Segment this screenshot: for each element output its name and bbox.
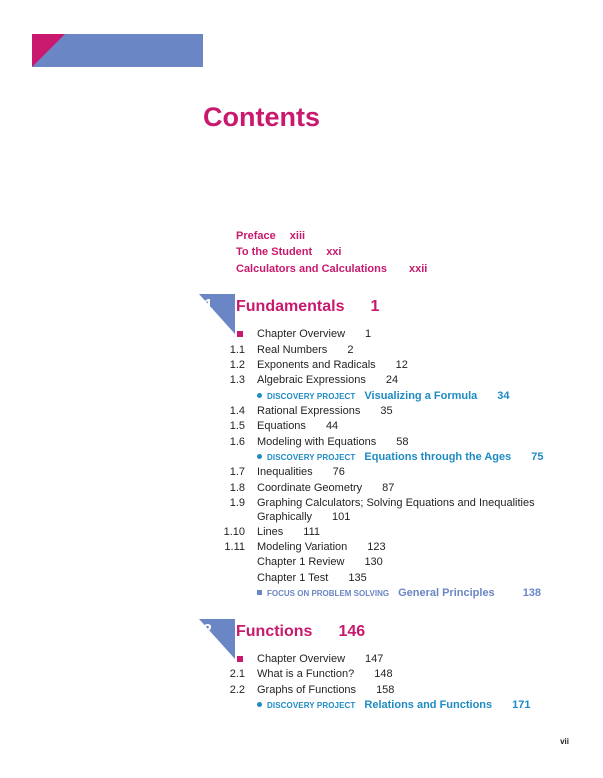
toc-entry-section[interactable]	[0, 481, 603, 495]
toc-entry-discovery[interactable]	[0, 698, 603, 712]
entry-title: Inequalities	[257, 466, 313, 478]
front-matter-page: xiii	[289, 230, 306, 242]
entry-text	[257, 389, 510, 404]
entry-page: 2	[347, 344, 354, 356]
page-title: Contents	[203, 102, 320, 132]
section-number: 1.7	[229, 466, 245, 478]
toc-entry-section[interactable]	[0, 404, 603, 418]
front-matter-to-the-student[interactable]	[236, 246, 341, 258]
page-folio: vii	[560, 737, 569, 746]
chapter-title: Fundamentals	[236, 298, 345, 315]
discovery-project-title: Equations through the Ages	[364, 451, 512, 463]
section-number: 1.5	[229, 420, 245, 432]
section-number: 1.6	[229, 436, 245, 448]
discovery-project-title: Relations and Functions	[364, 699, 493, 711]
entry-text	[257, 683, 394, 697]
entry-text	[257, 555, 383, 569]
entry-title: What is a Function?	[257, 668, 355, 680]
entry-text	[257, 586, 541, 601]
toc-entry-section[interactable]	[0, 667, 603, 681]
chapter-page: 146	[338, 623, 366, 640]
toc-entry-discovery[interactable]	[0, 389, 603, 403]
square-bullet-icon	[257, 590, 262, 595]
toc-entry-section[interactable]	[0, 683, 603, 697]
discovery-project-label: DISCOVERY PROJECT	[267, 453, 356, 462]
toc-entry-section[interactable]	[0, 525, 603, 539]
bullet-dot-icon	[257, 454, 262, 459]
entry-page: 171	[512, 699, 531, 711]
entry-text	[257, 358, 408, 372]
entry-page: 35	[380, 405, 393, 417]
entry-title-continued: Graphically	[257, 511, 313, 523]
entry-text	[257, 540, 386, 554]
entry-page: 147	[365, 653, 384, 665]
section-number: 1.1	[229, 344, 245, 356]
section-number: 1.3	[229, 374, 245, 386]
entry-text	[257, 525, 320, 539]
entry-title: Chapter Overview	[257, 653, 346, 665]
entry-page: 148	[374, 668, 393, 680]
focus-label: FOCUS ON PROBLEM SOLVING	[267, 589, 390, 598]
discovery-project-label: DISCOVERY PROJECT	[267, 701, 356, 710]
entry-page: 135	[348, 572, 367, 584]
front-matter-label: Calculators and Calculations	[236, 263, 387, 275]
entry-title: Modeling with Equations	[257, 436, 377, 448]
entry-text	[257, 343, 353, 357]
entry-text	[257, 327, 371, 341]
entry-text	[257, 419, 338, 433]
overview-square-bullet	[237, 656, 243, 662]
overview-square-bullet	[237, 331, 243, 337]
entry-text	[257, 465, 345, 479]
chapter-1-heading[interactable]	[236, 298, 379, 316]
entry-title: Graphing Calculators; Solving Equations and Inequalities	[257, 497, 535, 509]
entry-page: 101	[332, 511, 351, 523]
chapter-2-heading[interactable]	[236, 623, 365, 641]
entry-title: Equations	[257, 420, 306, 432]
entry-page: 130	[364, 556, 383, 568]
toc-entry-section[interactable]	[0, 419, 603, 433]
toc-entry-section[interactable]	[0, 358, 603, 372]
toc-entry-discovery[interactable]	[0, 450, 603, 464]
section-number: 1.11	[224, 541, 245, 553]
entry-page: 158	[376, 684, 395, 696]
entry-text	[257, 698, 530, 713]
section-number: 1.8	[229, 482, 245, 494]
toc-entry-section[interactable]	[0, 555, 603, 569]
entry-title: Graphs of Functions	[257, 684, 357, 696]
chapter-1-number: 1	[204, 297, 213, 314]
entry-text	[257, 571, 367, 585]
section-number: 2.1	[229, 668, 245, 680]
entry-text	[257, 450, 544, 465]
entry-text	[257, 652, 383, 666]
entry-page: 58	[396, 436, 409, 448]
entry-title: Modeling Variation	[257, 541, 348, 553]
section-number: 1.2	[229, 359, 245, 371]
section-number: 1.9	[229, 497, 245, 509]
entry-page: 75	[531, 451, 544, 463]
toc-entry-section[interactable]	[0, 540, 603, 554]
bullet-dot-icon	[257, 702, 262, 707]
toc-entry-overview[interactable]	[0, 327, 603, 341]
toc-entry-section[interactable]	[0, 571, 603, 585]
front-matter-preface[interactable]	[236, 230, 305, 242]
entry-title: Rational Expressions	[257, 405, 361, 417]
front-matter-page: xxi	[326, 246, 342, 258]
entry-page: 87	[382, 482, 395, 494]
toc-entry-section[interactable]	[0, 496, 603, 523]
entry-title: Chapter 1 Review	[257, 556, 345, 568]
front-matter-page: xxii	[408, 263, 428, 275]
front-matter-calculators[interactable]	[236, 263, 427, 275]
entry-page: 123	[367, 541, 386, 553]
entry-page: 76	[332, 466, 345, 478]
discovery-project-label: DISCOVERY PROJECT	[267, 392, 356, 401]
entry-title: Chapter 1 Test	[257, 572, 329, 584]
toc-entry-section[interactable]	[0, 343, 603, 357]
chapter-page: 1	[370, 298, 380, 315]
entry-title: Real Numbers	[257, 344, 328, 356]
corner-triangle-accent	[32, 34, 65, 67]
bullet-dot-icon	[257, 393, 262, 398]
entry-page: 111	[303, 526, 321, 538]
entry-page: 24	[385, 374, 399, 386]
entry-title: Algebraic Expressions	[257, 374, 366, 386]
entry-title: Lines	[257, 526, 284, 538]
entry-text	[257, 481, 394, 495]
entry-page: 44	[325, 420, 339, 432]
toc-entry-section[interactable]	[0, 435, 603, 449]
chapter-title: Functions	[236, 623, 313, 640]
entry-page: 1	[365, 328, 372, 340]
entry-title: Chapter Overview	[257, 328, 346, 340]
toc-entry-section[interactable]	[0, 465, 603, 479]
entry-page: 12	[395, 359, 408, 371]
section-number: 2.2	[229, 684, 245, 696]
chapter-2-number: 2	[203, 622, 212, 639]
section-number: 1.10	[223, 526, 245, 538]
entry-title: Coordinate Geometry	[257, 482, 363, 494]
front-matter-label: To the Student	[236, 246, 313, 258]
discovery-project-title: Visualizing a Formula	[364, 390, 478, 402]
focus-title: General Principles	[398, 587, 495, 599]
entry-text	[257, 435, 409, 449]
toc-entry-section[interactable]	[0, 373, 603, 387]
section-number: 1.4	[229, 405, 245, 417]
entry-page: 34	[497, 390, 510, 402]
entry-text	[257, 667, 393, 681]
entry-text	[257, 373, 398, 387]
entry-text	[257, 404, 393, 418]
entry-text	[257, 496, 535, 524]
front-matter-label: Preface	[236, 230, 276, 242]
toc-entry-overview[interactable]	[0, 652, 603, 666]
entry-title: Exponents and Radicals	[257, 359, 376, 371]
entry-page: 138	[522, 587, 542, 599]
toc-entry-focus[interactable]	[0, 586, 603, 600]
